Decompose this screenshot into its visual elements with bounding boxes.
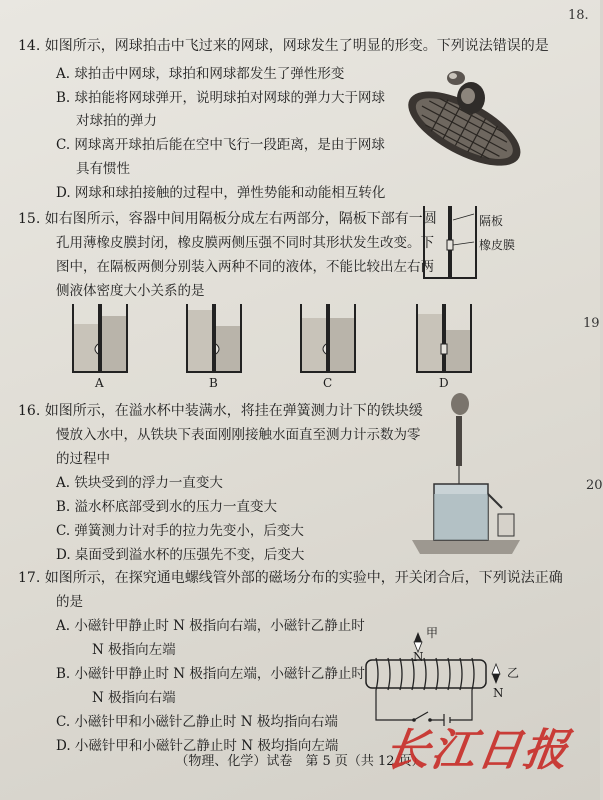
q15-choice-d-label: D (439, 376, 449, 390)
needle-jia-n-label: N (413, 650, 424, 664)
q16-option-c: C. 弹簧测力计对手的拉力先变小，后变大 (56, 523, 304, 539)
edge-number-18: 18. (568, 8, 589, 23)
q16-option-b: B. 溢水杯底部受到水的压力一直变大 (56, 499, 278, 515)
container-with-partition-figure (420, 204, 480, 282)
q14-option-a: A. 球拍击中网球，球拍和网球都发生了弹性形变 (56, 66, 345, 82)
q15-stem-line4: 侧液体密度大小关系的是 (56, 283, 205, 299)
q14-option-d: D. 网球和球拍接触的过程中，弹性势能和动能相互转化 (56, 185, 386, 201)
q15-choice-a-label: A (95, 376, 104, 390)
q15-figure-d (414, 302, 474, 376)
q17-option-b: B. 小磁针甲静止时 N 极指向左端，小磁针乙静止时 (56, 666, 365, 682)
q16-stem-line2: 慢放入水中，从铁块下表面刚刚接触水面直至测力计示数为零 (56, 427, 421, 443)
q17-option-d: D. 小磁针甲和小磁针乙静止时 N 极均指向左端 (56, 738, 339, 754)
q14-option-b: B. 球拍能将网球弹开，说明球拍对网球的弹力大于网球 (56, 90, 386, 106)
q16-stem-line3: 的过程中 (56, 451, 110, 467)
needle-jia-label: 甲 (426, 626, 439, 640)
q17-option-a-cont: N 极指向左端 (92, 642, 176, 658)
q15-figure-c (298, 302, 358, 376)
q16-stem-line1: 16. 如图所示，在溢水杯中装满水，将挂在弹簧测力计下的铁块缓 (18, 403, 423, 419)
q15-figure-b (184, 302, 244, 376)
q15-stem-line1: 15. 如右图所示，容器中间用隔板分成左右两部分，隔板下部有一圆 (18, 211, 437, 227)
q17-option-a: A. 小磁针甲静止时 N 极指向右端，小磁针乙静止时 (56, 618, 365, 634)
q15-stem-line3: 图中，在隔板两侧分别装入两种不同的液体，不能比较出左右两 (56, 259, 434, 275)
tennis-racket-figure (408, 56, 528, 174)
q15-choice-b-label: B (209, 376, 218, 390)
needle-yi-n-label: N (493, 686, 504, 700)
q16-option-a: A. 铁块受到的浮力一直变大 (56, 475, 223, 491)
q14-stem: 14. 如图所示，网球拍击中飞过来的网球，网球发生了明显的形变。下列说法错误的是 (18, 38, 549, 54)
page-footer: （物理、化学）试卷 第 5 页（共 12 页） (175, 754, 425, 769)
q15-figure-a (70, 302, 130, 376)
needle-yi-label: 乙 (507, 666, 520, 680)
edge-number-19: 19 (583, 316, 600, 331)
q17-stem-line2: 的是 (56, 594, 83, 610)
q17-option-c: C. 小磁针甲和小磁针乙静止时 N 极均指向右端 (56, 714, 338, 730)
q17-option-b-cont: N 极指向右端 (92, 690, 176, 706)
partition-label: 隔板 (479, 214, 504, 228)
q14-option-b-cont: 对球拍的弹力 (76, 113, 157, 129)
q16-option-d: D. 桌面受到溢水杯的压强先不变，后变大 (56, 547, 305, 563)
q15-choice-c-label: C (323, 376, 333, 390)
q14-option-c-cont: 具有惯性 (76, 161, 130, 177)
q17-stem-line1: 17. 如图所示，在探究通电螺线管外部的磁场分布的实验中，开关闭合后，下列说法正确 (18, 570, 563, 586)
edge-number-20: 20 (586, 478, 603, 493)
q14-option-c: C. 网球离开球拍后能在空中飞行一段距离，是由于网球 (56, 137, 385, 153)
q15-stem-line2: 孔用薄橡皮膜封闭，橡皮膜两侧压强不同时其形状发生改变。下 (56, 235, 434, 251)
changjiang-daily-watermark: 长江日报 (381, 725, 573, 776)
rubber-membrane-label: 橡皮膜 (479, 238, 516, 252)
overflow-cup-spring-scale-figure (412, 390, 522, 558)
